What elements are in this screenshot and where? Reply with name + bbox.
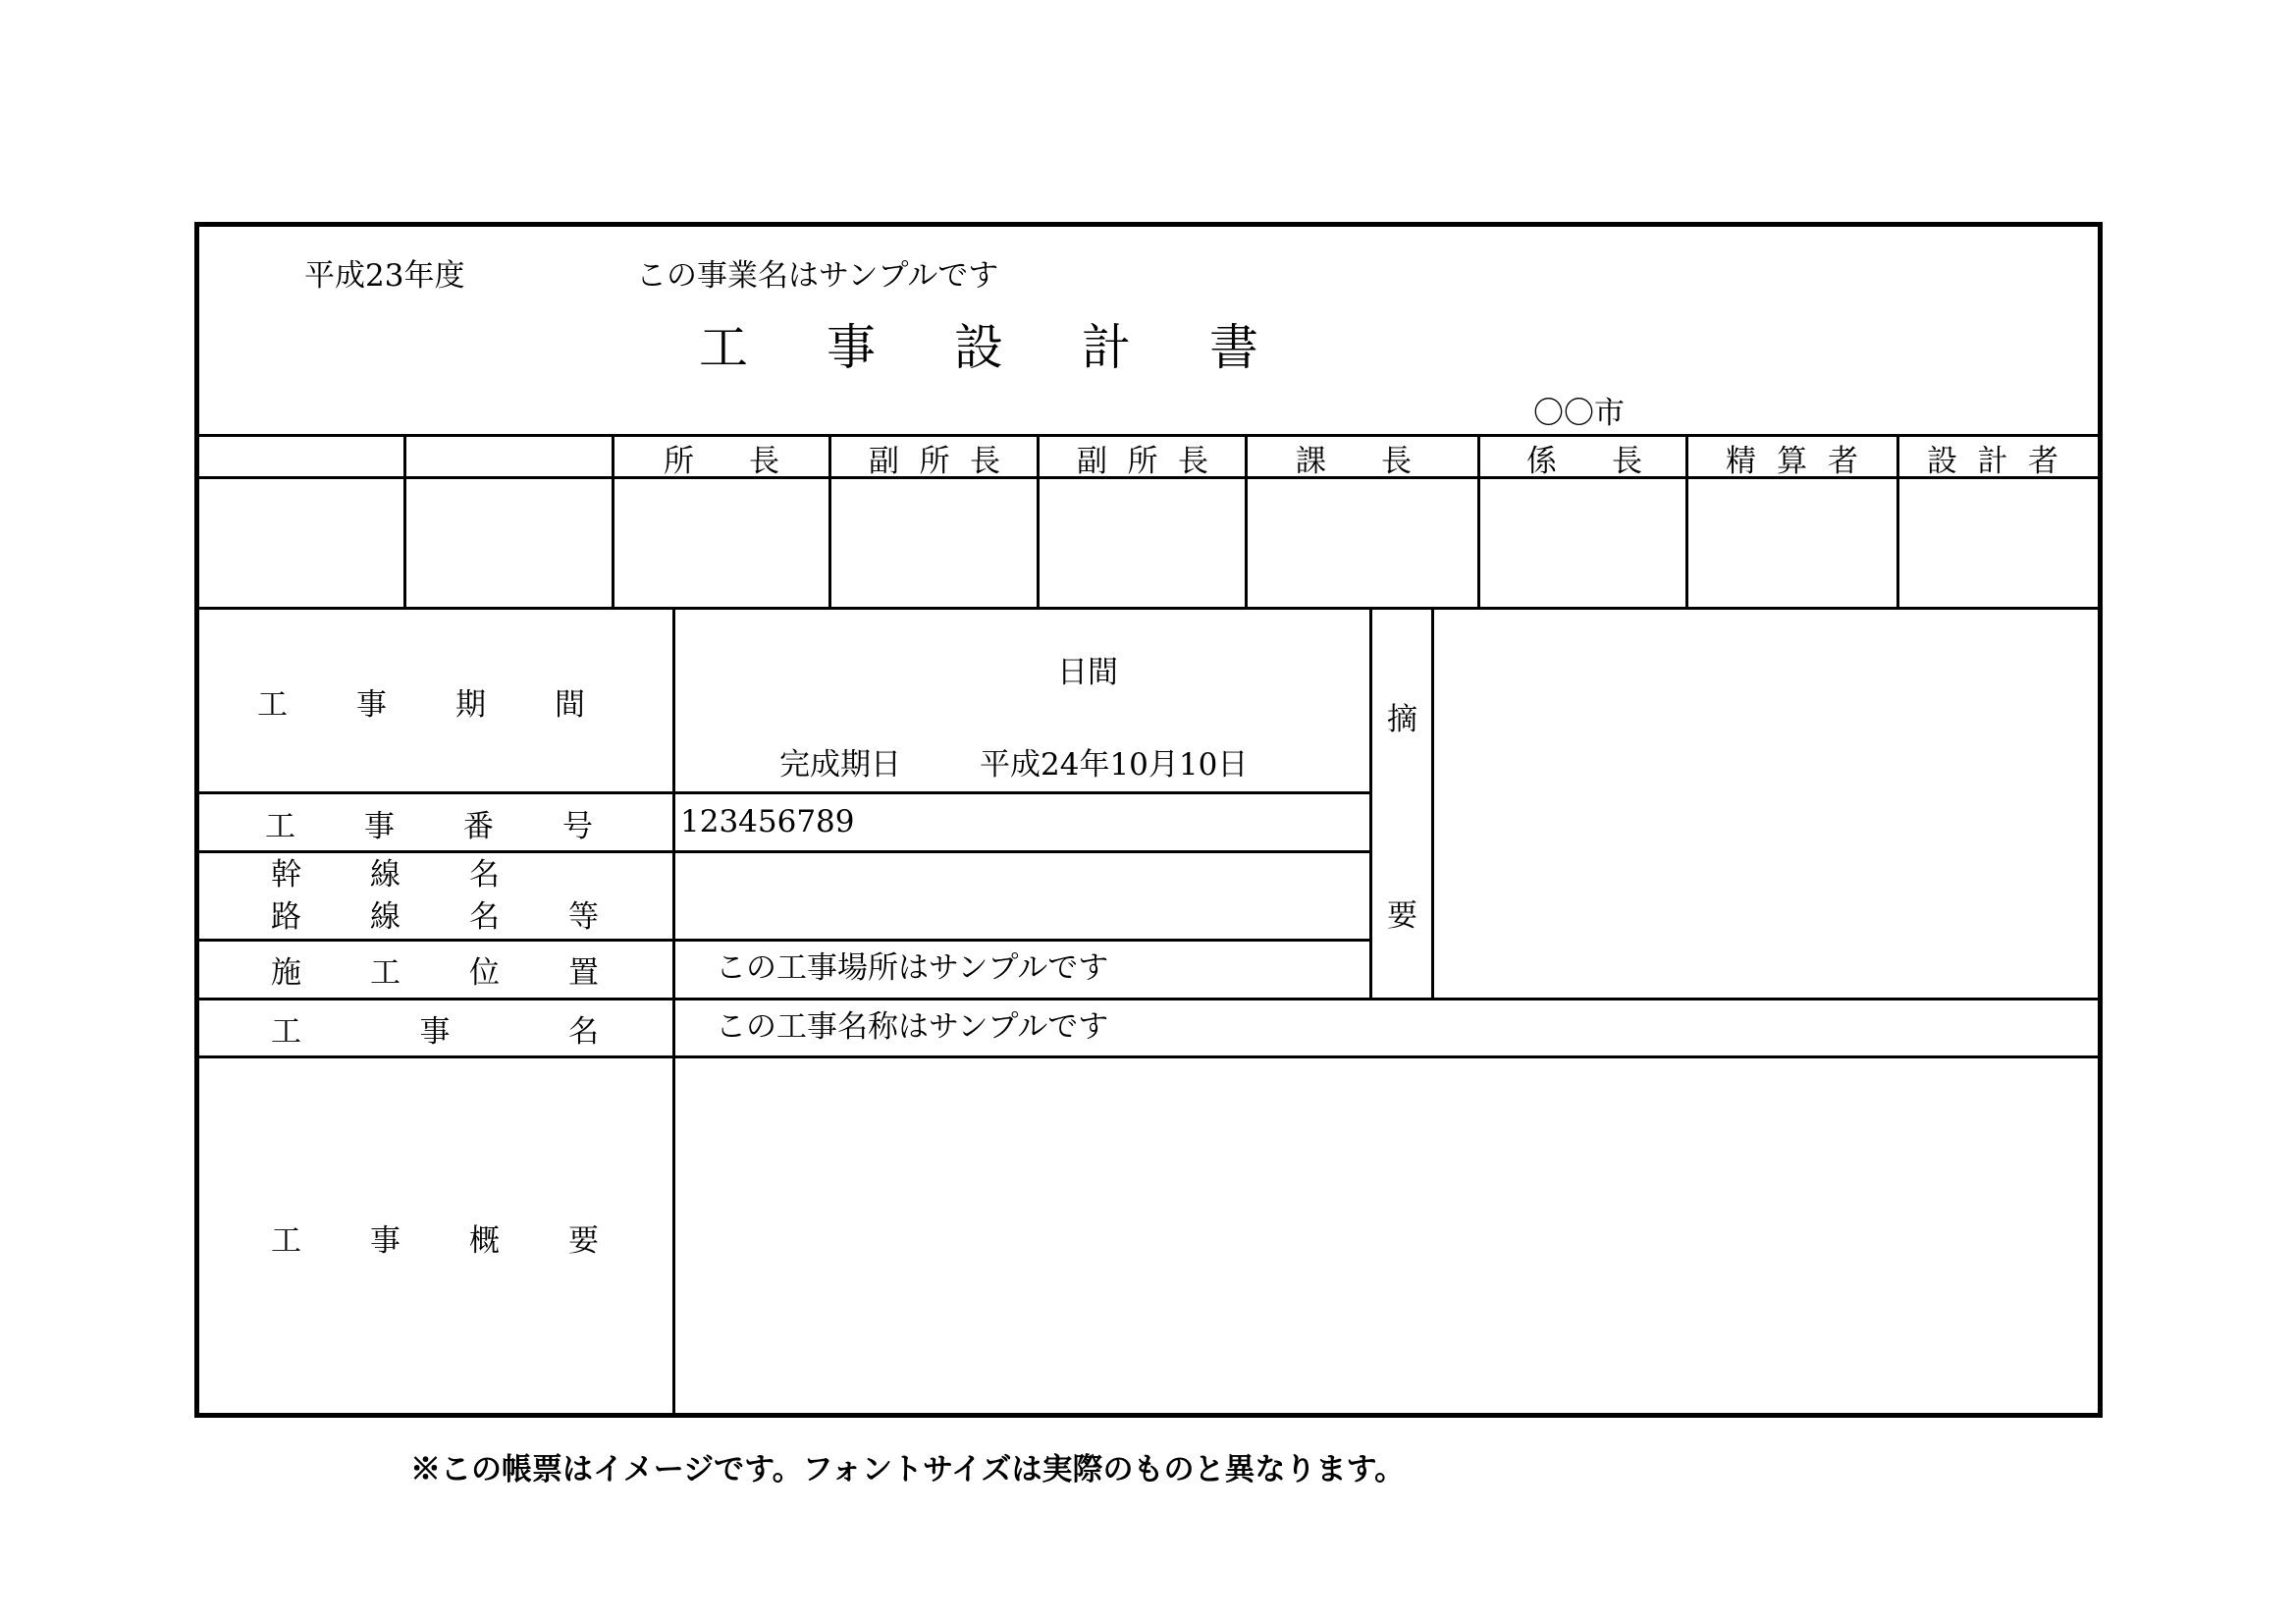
construction-location-label	[271, 952, 599, 991]
label-char: 所	[919, 443, 950, 479]
label-char: 事	[419, 1013, 451, 1050]
completion-date-value: 平成24年10月10日	[980, 747, 1249, 783]
approval-label-director	[664, 441, 779, 479]
construction-number-label	[265, 806, 593, 844]
footer-note: ※この帳票はイメージです。フォントサイズは実際のものと異なります。	[410, 1452, 1406, 1487]
approval-label-deputy-director-2	[1077, 441, 1208, 479]
label-char: 号	[562, 808, 593, 844]
approval-label-subsection-chief	[1526, 441, 1642, 479]
title-char: 事	[827, 319, 876, 376]
label-char: 名	[568, 1013, 599, 1050]
label-char: 事	[364, 808, 395, 844]
label-char: 副	[1077, 443, 1107, 479]
approval-label-section-chief	[1296, 441, 1412, 479]
divider	[1369, 608, 1372, 1000]
label-char: 名	[469, 898, 500, 935]
label-char: 長	[749, 443, 779, 479]
label-char: 工	[271, 1222, 301, 1259]
label-char: 線	[370, 898, 400, 935]
remarks-label-bottom: 要	[1387, 898, 1417, 934]
title-char: 計	[1082, 319, 1131, 376]
label-char: 所	[1127, 443, 1158, 479]
fiscal-year: 平成23年度	[304, 258, 465, 294]
label-char: 課	[1296, 443, 1326, 479]
period-days-label: 日間	[1057, 655, 1118, 690]
label-char: 概	[469, 1222, 500, 1259]
label-char: 精	[1726, 443, 1756, 479]
label-char: 長	[1612, 443, 1642, 479]
divider	[197, 607, 2100, 610]
label-char: 線	[370, 856, 400, 892]
label-char: 長	[1381, 443, 1412, 479]
label-char: 所	[664, 443, 694, 479]
title-char: 書	[1209, 319, 1258, 376]
divider	[197, 939, 1371, 942]
label-char: 置	[568, 954, 599, 991]
divider	[1037, 435, 1040, 609]
title-char: 設	[954, 319, 1003, 376]
divider	[403, 435, 406, 609]
label-char: 者	[1828, 443, 1858, 479]
construction-summary-label	[271, 1220, 599, 1259]
label-char: 長	[970, 443, 1000, 479]
trunk-line-label	[271, 854, 500, 892]
divider	[1896, 435, 1899, 609]
construction-name-value: この工事名称はサンプルです	[716, 1009, 1109, 1045]
construction-number-value: 123456789	[680, 804, 855, 839]
label-char: 工	[370, 954, 400, 991]
label-char: 間	[555, 686, 585, 723]
remarks-label-top: 摘	[1387, 702, 1417, 737]
label-char: 幹	[271, 856, 301, 892]
label-char: 係	[1526, 443, 1557, 479]
completion-date-label: 完成期日	[779, 747, 901, 783]
label-char: 計	[1977, 443, 2008, 479]
divider	[672, 608, 675, 1415]
label-char: 設	[1927, 443, 1957, 479]
construction-name-label	[271, 1011, 599, 1050]
business-name: この事業名はサンプルです	[636, 258, 999, 294]
label-char: 副	[869, 443, 899, 479]
divider	[828, 435, 831, 609]
label-char: 長	[1178, 443, 1208, 479]
title-char: 工	[699, 319, 748, 376]
divider	[612, 435, 614, 609]
label-char: 事	[370, 1222, 400, 1259]
label-char: 者	[2028, 443, 2058, 479]
label-char: 位	[469, 954, 500, 991]
construction-location-value: この工事場所はサンプルです	[716, 950, 1109, 986]
label-char: 事	[356, 686, 387, 723]
divider	[1685, 435, 1688, 609]
municipality: 〇〇市	[1533, 396, 1625, 431]
label-char: 名	[469, 856, 500, 892]
label-char: 工	[271, 1013, 301, 1050]
divider	[1245, 435, 1248, 609]
divider	[197, 1055, 2100, 1058]
label-char: 等	[568, 898, 599, 935]
approval-label-deputy-director-1	[869, 441, 1000, 479]
approval-label-settler	[1726, 441, 1858, 479]
label-char: 工	[265, 808, 295, 844]
divider	[1477, 435, 1480, 609]
label-char: 要	[568, 1222, 599, 1259]
divider	[1431, 608, 1434, 1000]
label-char: 番	[463, 808, 494, 844]
route-name-label	[271, 896, 599, 935]
label-char: 工	[257, 686, 288, 723]
label-char: 算	[1777, 443, 1807, 479]
approval-label-designer	[1927, 441, 2058, 479]
construction-period-label	[257, 684, 585, 723]
divider	[197, 998, 2100, 1000]
label-char: 期	[455, 686, 486, 723]
label-char: 路	[271, 898, 301, 935]
divider	[197, 791, 1371, 794]
label-char: 施	[271, 954, 301, 991]
